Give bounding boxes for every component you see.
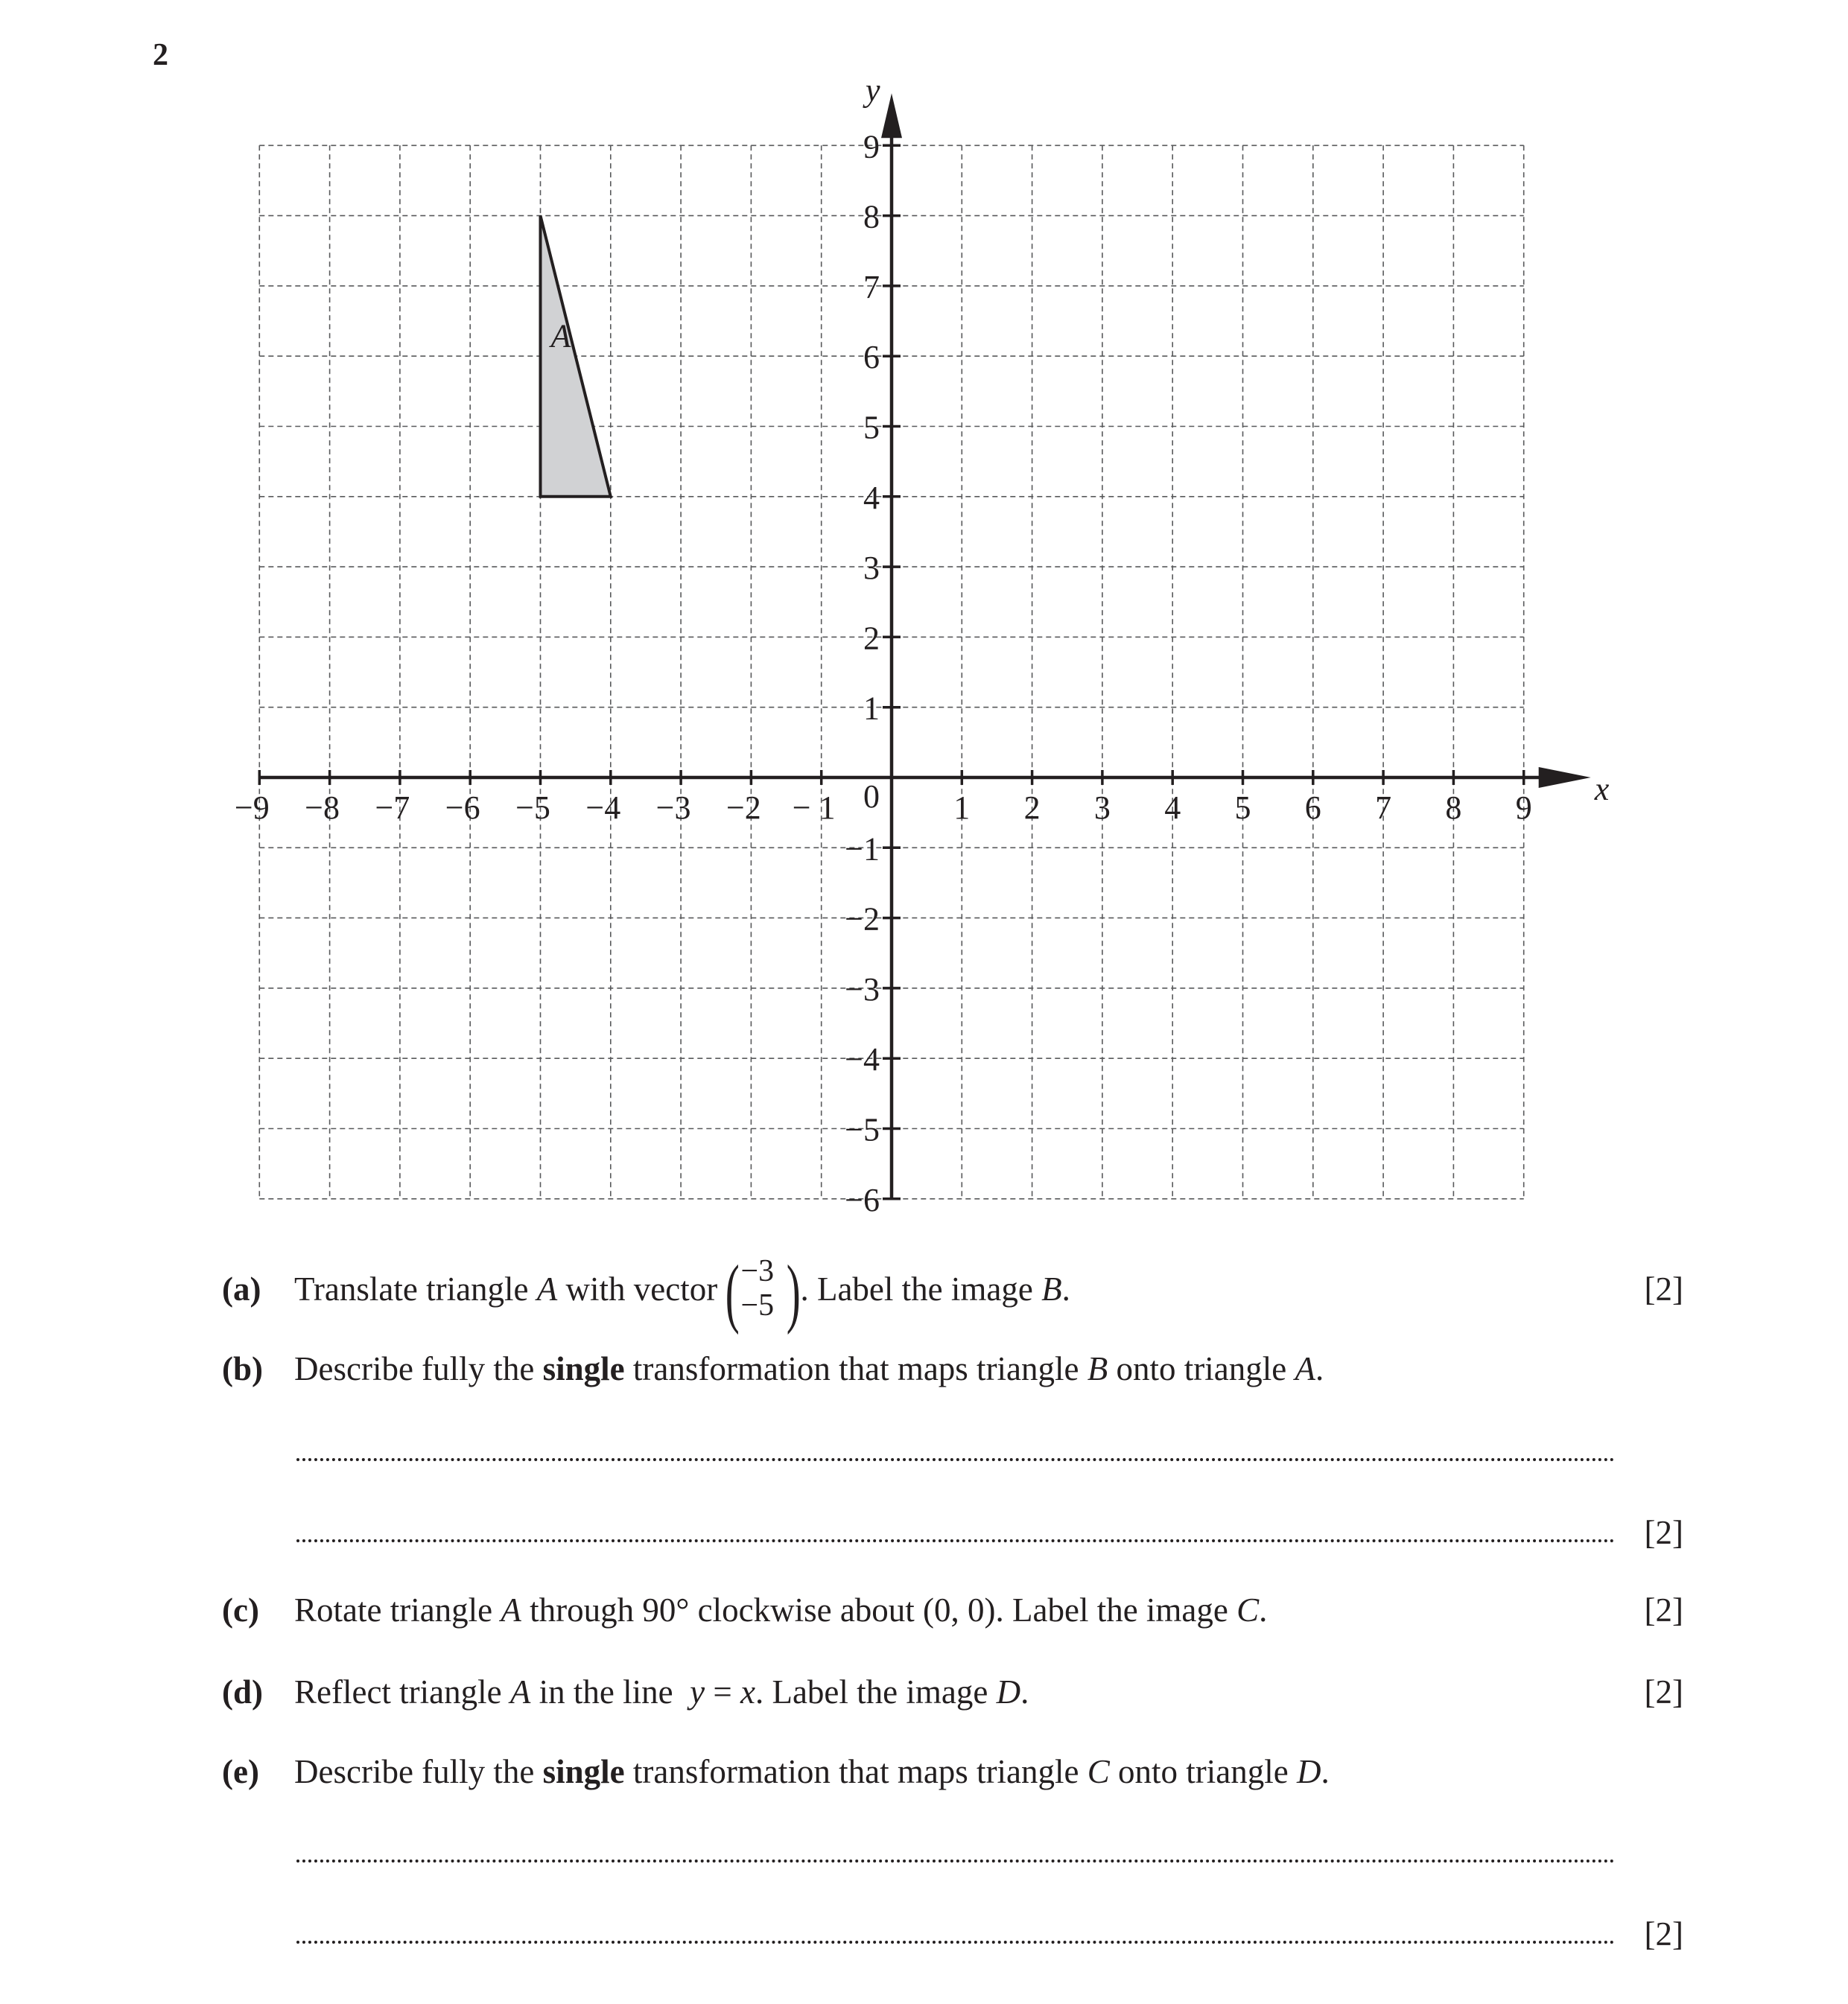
- part-c-label: (c): [222, 1591, 259, 1629]
- translation-vector: [725, 1249, 801, 1335]
- part-e-text-1: Describe fully the: [294, 1753, 543, 1790]
- answer-line-e2[interactable]: [296, 1941, 1615, 1944]
- vector-bottom: −5: [740, 1288, 775, 1323]
- axes: [259, 93, 1590, 1199]
- part-a-label: (a): [222, 1270, 261, 1308]
- part-d-label: (d): [222, 1673, 263, 1711]
- x-tick-label: −4: [585, 789, 621, 826]
- part-b-text: [294, 1349, 1324, 1388]
- y-tick-label: 9: [863, 128, 880, 165]
- x-tick-label: −8: [305, 789, 340, 826]
- part-c-text-4: C: [1236, 1591, 1260, 1629]
- part-e-text-2: single: [542, 1753, 625, 1790]
- part-d-text-4: y: [690, 1673, 705, 1711]
- part-b-marks: [2]: [1644, 1514, 1683, 1551]
- y-tick-label: 8: [863, 198, 880, 235]
- part-b-text-6: A: [1295, 1350, 1315, 1387]
- y-tick-label: −6: [845, 1181, 880, 1218]
- x-tick-label: 3: [1093, 789, 1111, 826]
- question-number: 2: [153, 38, 168, 72]
- part-e-text-3: transformation that maps triangle: [624, 1753, 1087, 1790]
- vector-right-paren: ): [786, 1249, 801, 1335]
- part-e-text-6: D: [1296, 1753, 1321, 1790]
- x-tick-label: 8: [1445, 789, 1462, 826]
- x-tick-label: − 1: [792, 789, 836, 826]
- answer-line-e1[interactable]: [296, 1860, 1615, 1863]
- part-e-text-4: C: [1087, 1753, 1110, 1790]
- part-e-text: [294, 1752, 1330, 1791]
- x-axis-arrow: [1539, 767, 1591, 788]
- part-d-text-2: A: [509, 1673, 531, 1711]
- x-tick-label: 2: [1023, 789, 1041, 826]
- x-axis-label: x: [1594, 771, 1610, 807]
- vector-top: −3: [740, 1253, 775, 1288]
- part-d-text-7: . Label the image: [755, 1673, 997, 1711]
- part-c-text-1: Rotate triangle: [294, 1591, 501, 1629]
- x-tick-label: 7: [1375, 789, 1392, 826]
- x-tick-label: 5: [1234, 789, 1251, 826]
- y-tick-label: −3: [845, 970, 880, 1008]
- part-a-text: [294, 1249, 1070, 1335]
- part-a-text-4: . Label the image: [800, 1270, 1042, 1308]
- x-tick-label: 1: [953, 789, 971, 826]
- part-d-text: [294, 1673, 1029, 1711]
- part-e-label: (e): [222, 1753, 259, 1790]
- part-e-marks: [2]: [1644, 1915, 1683, 1953]
- part-b-text-5: onto triangle: [1108, 1350, 1295, 1387]
- y-tick-label: 6: [863, 339, 880, 376]
- part-c-marks: [2]: [1644, 1591, 1683, 1629]
- part-a-text-3: with vector: [557, 1270, 726, 1308]
- y-tick-label: 7: [863, 268, 880, 305]
- part-c-text-2: A: [501, 1591, 521, 1629]
- y-tick-label: 4: [863, 479, 880, 516]
- part-d-text-3: in the line: [530, 1673, 690, 1711]
- y-axis-label: y: [866, 71, 880, 109]
- y-tick-label: −1: [845, 830, 880, 868]
- x-tick-label: −5: [515, 789, 550, 826]
- y-tick-label: 5: [863, 409, 880, 446]
- part-e-text-5: onto triangle: [1109, 1753, 1297, 1790]
- x-tick-label: 6: [1304, 789, 1321, 826]
- part-b-text-7: .: [1315, 1350, 1324, 1387]
- part-c-text-5: .: [1259, 1591, 1268, 1629]
- part-a-text-6: .: [1061, 1270, 1070, 1308]
- part-d-text-6: x: [740, 1673, 755, 1711]
- y-tick-label: 1: [863, 690, 880, 727]
- part-b-text-2: single: [542, 1350, 625, 1387]
- answer-line-b2[interactable]: [296, 1539, 1615, 1542]
- part-a-text-1: Translate triangle: [294, 1270, 537, 1308]
- y-tick-label: −4: [845, 1041, 880, 1078]
- y-tick-label: 2: [863, 620, 880, 657]
- part-d-text-8: D: [996, 1673, 1021, 1711]
- x-tick-label: 9: [1515, 789, 1532, 826]
- y-tick-label: 3: [863, 550, 880, 587]
- part-b-text-4: B: [1087, 1350, 1108, 1387]
- x-tick-label: 4: [1164, 789, 1181, 826]
- part-c-text-3: through 90° clockwise about (0, 0). Label the image: [521, 1591, 1237, 1629]
- part-b-label: (b): [222, 1350, 263, 1387]
- y-tick-label: −2: [845, 900, 880, 938]
- part-d-text-1: Reflect triangle: [294, 1673, 510, 1711]
- x-tick-label: −3: [655, 789, 691, 826]
- origin-label: 0: [863, 778, 880, 815]
- y-tick-label: −5: [845, 1111, 880, 1148]
- part-b-text-1: Describe fully the: [294, 1350, 543, 1387]
- part-d-marks: [2]: [1644, 1673, 1683, 1711]
- part-d-text-5: =: [705, 1673, 740, 1711]
- part-a-text-2: A: [536, 1270, 558, 1308]
- part-d-text-9: .: [1020, 1673, 1029, 1711]
- part-c-text: [294, 1591, 1267, 1629]
- x-tick-label: −6: [445, 789, 480, 826]
- part-b-text-3: transformation that maps triangle: [624, 1350, 1087, 1387]
- part-a-text-5: B: [1041, 1270, 1062, 1308]
- vector-left-paren: (: [725, 1249, 740, 1335]
- x-tick-label: −2: [725, 789, 761, 826]
- triangle-label: A: [550, 317, 571, 354]
- part-e-text-7: .: [1321, 1753, 1330, 1790]
- y-axis-arrow: [881, 93, 902, 138]
- part-a-marks: [2]: [1644, 1270, 1683, 1308]
- x-tick-label: −9: [234, 789, 270, 826]
- axis-labels-layer: [235, 71, 1610, 1218]
- x-tick-label: −7: [375, 789, 410, 826]
- answer-line-b1[interactable]: [296, 1458, 1615, 1461]
